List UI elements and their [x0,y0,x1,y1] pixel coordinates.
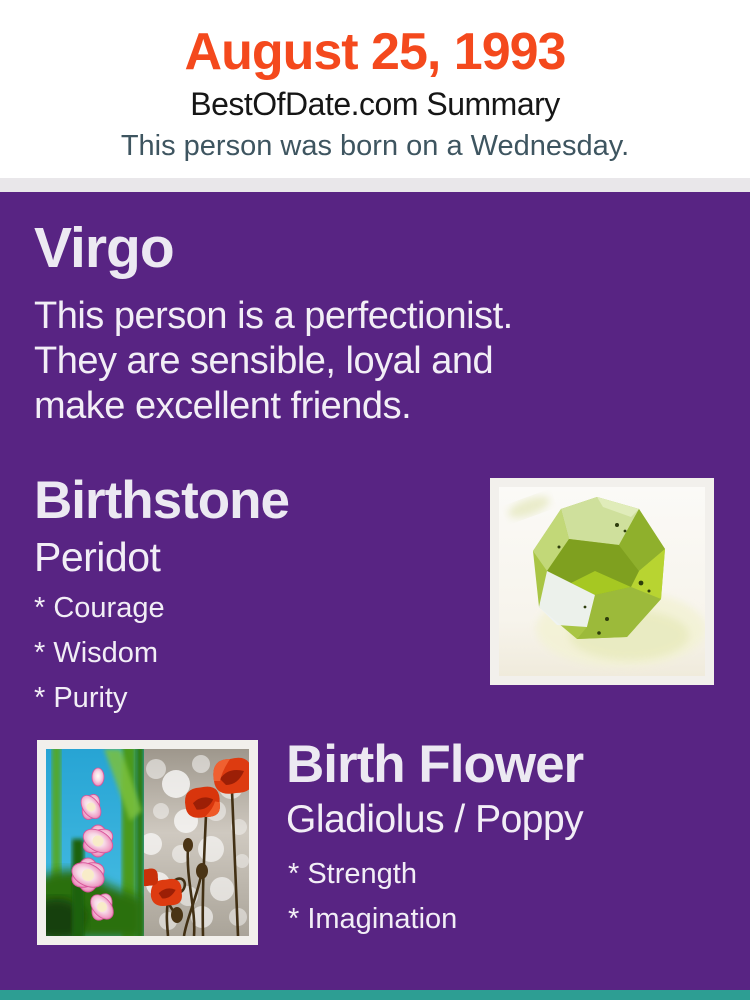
zodiac-description-line: make excellent friends. [34,385,412,427]
birthstone-heading: Birthstone [34,471,289,530]
header-divider [0,178,750,192]
zodiac-description-line: They are sensible, loyal and [34,340,494,382]
birthstone-trait: * Courage [34,592,165,624]
zodiac-description-line: This person is a perfectionist. [34,295,513,337]
weekday-line: This person was born on a Wednesday. [120,130,630,162]
birth-flower-heading: Birth Flower [286,735,584,794]
poppy-half [138,749,249,936]
gladiolus-poppy-illustration [46,749,249,936]
birthstone-name: Peridot [34,534,161,580]
birth-flower-trait: * Imagination [288,903,458,935]
zodiac-description [34,294,513,429]
next-section-strip [0,990,750,1000]
date-title: August 25, 1993 [184,23,566,81]
site-summary: BestOfDate.com Summary [190,86,560,122]
main-section [0,192,750,1000]
peridot-gem-illustration [499,487,705,676]
peridot-photo [490,478,714,685]
zodiac-sign-heading: Virgo [34,216,174,280]
birth-flower-traits [288,852,457,942]
birthstone-trait: * Wisdom [34,637,159,669]
header [0,0,750,178]
gladiolus-half [46,749,144,936]
birthstone-traits [34,586,165,721]
birth-flower-trait: * Strength [288,858,417,890]
birthstone-trait: * Purity [34,682,128,714]
birth-flower-name: Gladiolus / Poppy [286,798,584,841]
birth-flower-photo [37,740,258,945]
